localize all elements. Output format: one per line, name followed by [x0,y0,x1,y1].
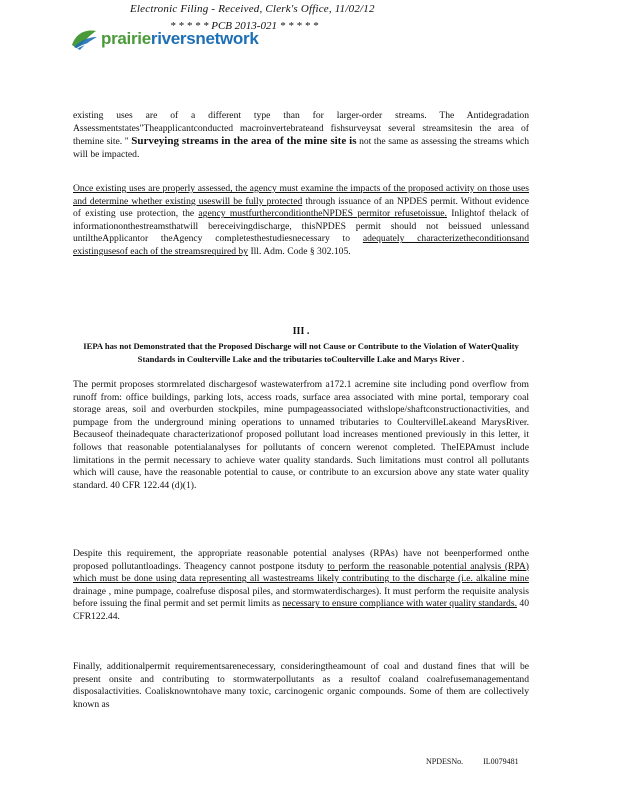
river-leaf-icon [70,27,98,51]
paragraph-finally: Finally, additionalpermit requirementsarenecessary, consideringtheamount of coal and dustand fines that will be present onsite and contributing to stormwaterpollutants as a resultof coaland coalrefusemanagementand disposalactivities. Coalisknowntohave many toxic, carcinogenic organic compounds. Some of them are collectively known as [73,661,529,710]
paragraph-agency-must-examine: Once existing uses are properly assessed, the agency must examine the impacts of the proposed activity on those uses and determine whether existing useswill be fully protected through issuance of an NPDES permit. Without evidence of existing use protection, the agency mustfurtherconditiontheNPDES permitor refusetoissue. Inlightof thelack of informationonthestreamsthatwill bereceivingdischarge, thisNPDES permit should not beissued unlessand untiltheApplicantor theAgency completesthestudiesnecessary to adequately characterizetheconditionsand existingusesof each of the streamsrequired by Ill. Adm. Code § 302.105. [73,183,530,257]
logo-wordmark: prairieriversnetwork [101,29,259,48]
section-heading-iii [73,325,529,366]
section-title: IEPA has not Demonstrated that the Proposed Discharge will not Cause or Contribute to the Violation of WaterQuality Standards in Coulterville Lake and the tributaries toCoulterville Lake and Marys River . [83,341,519,364]
filing-stamp-line1: Electronic Filing - Received, Clerk's Office, 11/02/12 [130,3,375,15]
paragraph-despite-requirement: Despite this requirement, the appropriate reasonable potential analyses (RPAs) have not beenperformed onthe proposed pollutantloadings. Theagency cannot postpone itsduty to perform the reasonable potential analysis (RPA) which must be done using data representing all wastestreams likely contributing to the discharge (i.e. alkaline mine drainage , mine pumpage, coalrefuse disposal piles, and stormwaterdischarges). It must perform the requisite analysis before issuing the final permit and set permit limits as necessary to ensure compliance with water quality standards. 40 CFR122.44. [73,548,529,622]
filing-stamp-line2: * * * * * PCB 2013-021 * * * * * [170,20,319,32]
npdes-number: IL0079481 [483,757,519,766]
paragraph-existing-uses: existing uses are of a different type than for larger-order streams. The Antidegradation Assessmentstates"Theapplicantconducted macroinvertebrateand fishsurveysat several streamsitesin the area of themine site. " Surveying streams in the area of the mine site is not the same as assessing the streams which will be impacted. [73,110,530,160]
emphasis-surveying: Surveying streams in the area of the mine site is [131,135,357,148]
paragraph-permit-proposes: The permit proposes stormrelated dischargesof wastewaterfrom a172.1 acremine site including pond overflow from runoff from: office buildings, parking lots, access roads, surface area associated with mine portal, temporary coal storage areas, soil and overburden stockpiles, mine pumpageassociated withslope/shaftconstructionactivities, and pumpage from the underground mining operations to unnamed tributaries to CoultervilleLakeand MarysRiver. Becauseof theinadequate characterizationof proposed pollutant load increases mentioned previously in this letter, it follows that reasonable potentialanalyses for pollutants of concern werenot completed. TheIEPAmust include limitations in the permit necessary to achieve water quality standards. Such limitations must control all pollutants which will cause, have the reasonable potential to cause, or contribute to an excursion above any state water quality standard. 40 CFR 122.44 (d)(1). [73,379,529,491]
section-number: III . [292,326,310,337]
npdes-footer [426,757,539,766]
prairie-rivers-network-logo [70,26,258,52]
npdes-label: NPDESNo. [426,757,464,766]
